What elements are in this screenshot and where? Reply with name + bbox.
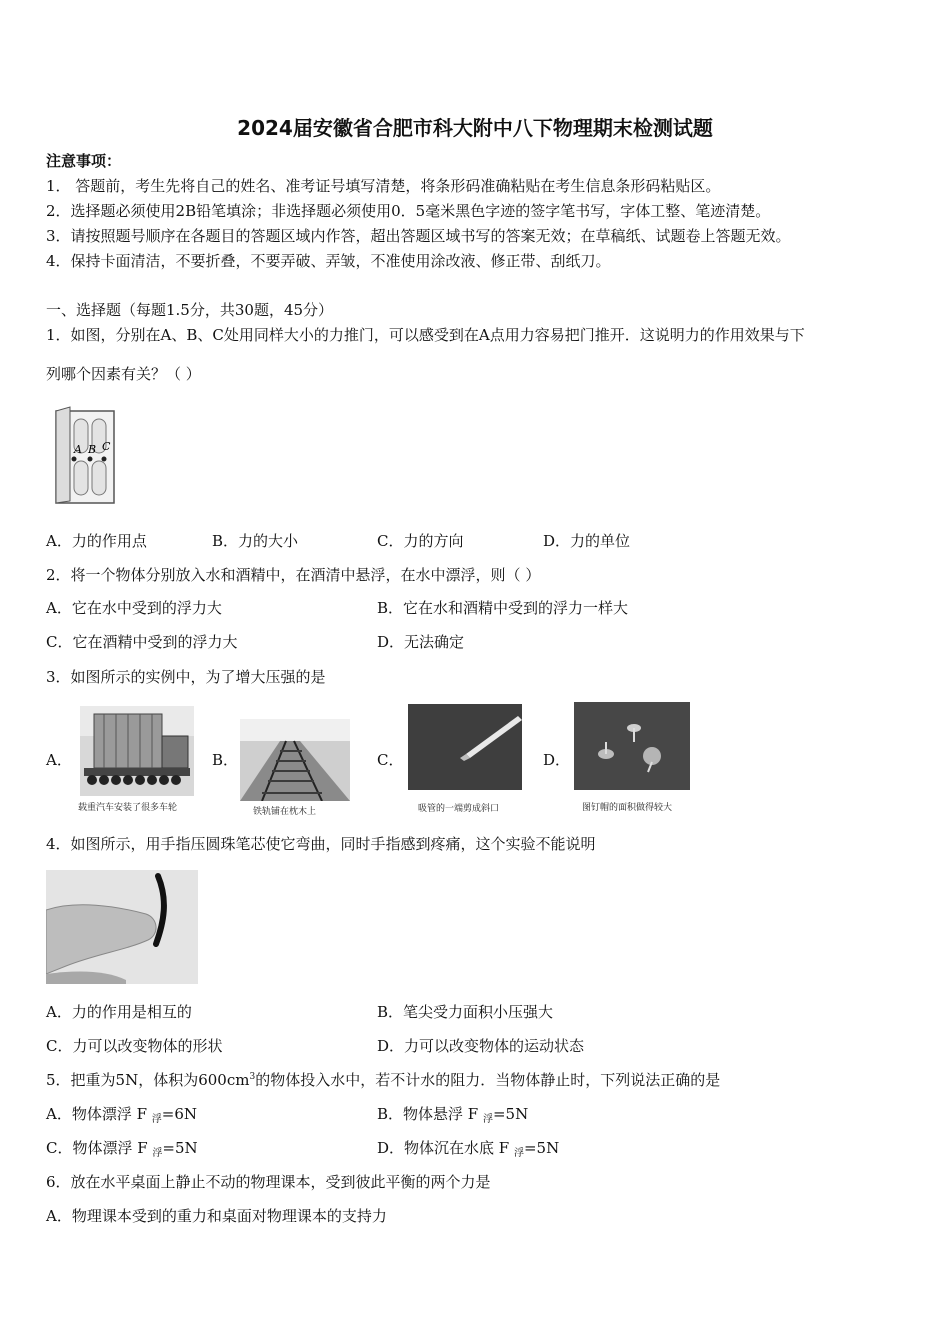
truck-photo[interactable] — [80, 706, 194, 796]
q2-option-a[interactable]: A．它在水中受到的浮力大 — [46, 599, 222, 617]
q5-option-d[interactable]: D．物体沉在水底 F $_浮$=5N — [377, 1139, 560, 1159]
q2-stem: 2．将一个物体分别放入水和酒精中，在酒清中悬浮，在水中漂浮，则（ ） — [46, 566, 541, 584]
q4-option-d[interactable]: D．力可以改变物体的运动状态 — [377, 1037, 585, 1055]
truck-caption: 载重汽车安装了很多车轮 — [78, 803, 178, 813]
q3-option-d-letter[interactable]: D． — [543, 751, 571, 769]
straw-photo[interactable] — [408, 704, 522, 790]
q1-stem-cont: 列哪个因素有关？（ ） — [46, 365, 201, 383]
point-b — [88, 457, 93, 462]
thumbtack-photo[interactable] — [574, 702, 690, 790]
rail-caption: 铁轨铺在枕木上 — [253, 807, 317, 817]
notice-item: 1． 答题前，考生先将自己的姓名、准考证号填写清楚，将条形码准确粘贴在考生信息条形码粘贴区。 — [46, 177, 721, 195]
q4-option-a[interactable]: A．力的作用是相互的 — [46, 1003, 192, 1021]
q5-option-c[interactable]: C．物体漂浮 F $_浮$=5N — [46, 1139, 198, 1159]
thumbtack-caption: 图钉帽的面积做得较大 — [582, 803, 673, 813]
q6-stem: 6．放在水平桌面上静止不动的物理课本，受到彼此平衡的两个力是 — [46, 1173, 491, 1191]
q3-option-a-letter[interactable]: A． — [46, 751, 72, 769]
q5-option-b[interactable]: B．物体悬浮 F $_浮$=5N — [377, 1105, 529, 1125]
straw-caption: 吸管的一端剪成斜口 — [418, 804, 500, 814]
rail-photo[interactable] — [240, 719, 350, 801]
q1-option-d[interactable]: D．力的单位 — [543, 532, 631, 550]
q4-stem: 4．如图所示，用手指压圆珠笔芯使它弯曲，同时手指感到疼痛，这个实验不能说明 — [46, 835, 596, 853]
page-title: 2024届安徽省合肥市科大附中八下物理期末检测试题 — [237, 116, 713, 140]
section-heading: 一、选择题（每题1.5分，共30题，45分） — [46, 301, 334, 319]
q3-option-c-letter[interactable]: C． — [377, 751, 404, 769]
notice-item: 4．保持卡面清洁，不要折叠，不要弄破、弄皱，不准使用涂改液、修正带、刮纸刀。 — [46, 252, 611, 270]
point-a — [72, 457, 77, 462]
notice-heading: 注意事项： — [46, 152, 122, 170]
finger-pen-photo — [46, 870, 198, 984]
q1-option-a[interactable]: A．力的作用点 — [46, 532, 147, 550]
q3-stem: 3．如图所示的实例中，为了增大压强的是 — [46, 668, 326, 686]
q1-stem: 1．如图，分别在A、B、C处用同样大小的力推门，可以感受到在A点用力容易把门推开．这说明力的作用效果与下 — [46, 326, 805, 344]
q2-option-d[interactable]: D．无法确定 — [377, 633, 465, 651]
q2-option-b[interactable]: B．它在水和酒精中受到的浮力一样大 — [377, 599, 629, 617]
q6-option-a[interactable]: A．物理课本受到的重力和桌面对物理课本的支持力 — [46, 1207, 387, 1225]
door-figure — [50, 405, 120, 505]
notice-item: 2．选择题必须使用2B铅笔填涂；非选择题必须使用0．5毫米黑色字迹的签字笔书写，字体工整、笔迹清楚。 — [46, 202, 771, 220]
q3-option-b-letter[interactable]: B． — [212, 751, 239, 769]
q4-option-c[interactable]: C．力可以改变物体的形状 — [46, 1037, 223, 1055]
q2-option-c[interactable]: C．它在酒精中受到的浮力大 — [46, 633, 238, 651]
svg-text:C: C — [102, 440, 111, 453]
q5-stem: 5．把重为5N，体积为$600cm^3$的物体投入水中，若不计水的阻力．当物体静止时，下列说法正确的是 — [46, 1071, 721, 1089]
q1-option-c[interactable]: C．力的方向 — [377, 532, 464, 550]
notice-item: 3．请按照题号顺序在各题目的答题区域内作答，超出答题区域书写的答案无效；在草稿纸、试题卷上答题无效。 — [46, 227, 791, 245]
q5-option-a[interactable]: A．物体漂浮 F $_浮$=6N — [46, 1105, 198, 1125]
q4-option-b[interactable]: B．笔尖受力面积小压强大 — [377, 1003, 554, 1021]
svg-text:A: A — [74, 443, 82, 456]
point-c — [102, 457, 107, 462]
q1-option-b[interactable]: B．力的大小 — [212, 532, 299, 550]
svg-text:B: B — [88, 443, 97, 456]
